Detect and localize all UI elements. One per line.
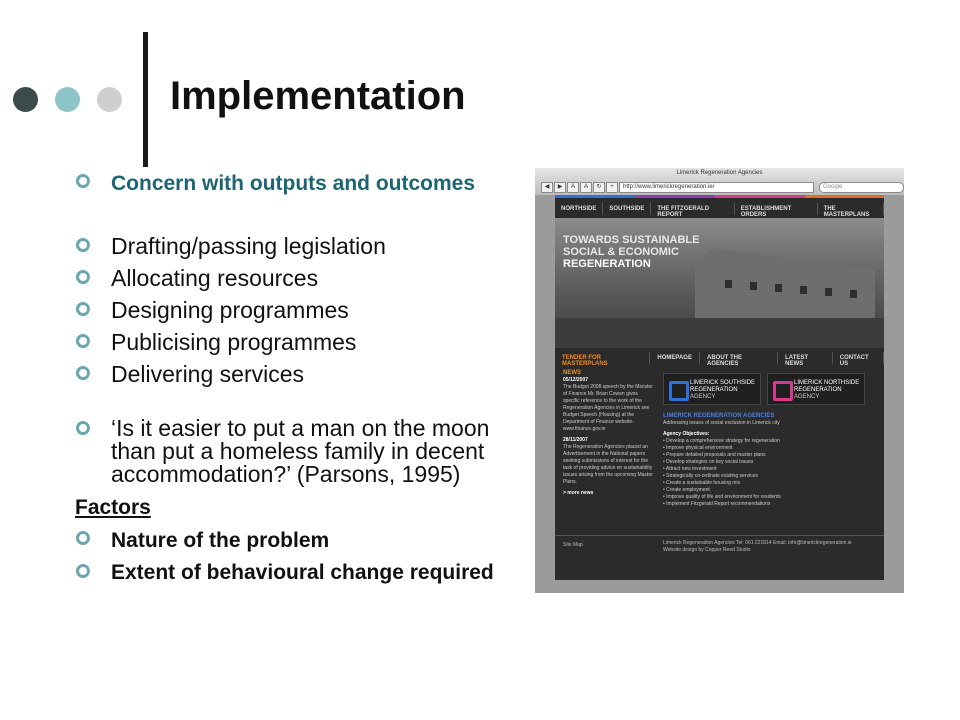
search-field: Google <box>819 182 904 193</box>
bullet-icon <box>75 333 91 349</box>
agency-heading: LIMERICK REGENERATION AGENCIES <box>663 413 775 419</box>
footer-contact <box>663 540 852 554</box>
house-window <box>825 288 832 296</box>
ground <box>555 318 884 348</box>
decor-dot-teal <box>55 87 80 112</box>
house-window <box>725 280 732 288</box>
objective-item: • Create a sustainable housing mix <box>663 480 741 486</box>
site-subnav-item: CONTACT US <box>833 352 884 364</box>
site-nav-item: NORTHSIDE <box>555 203 603 215</box>
bullet-text: ‘Is it easier to put a man on the moon than put a homeless family in decent accommodation?’ (Parsons, 1995) <box>111 415 490 487</box>
hero-line: TOWARDS SUSTAINABLE <box>563 234 700 246</box>
hero-heading <box>563 234 700 258</box>
decor-dot-grey <box>97 87 122 112</box>
objectives-heading: Agency Objectives: <box>663 431 710 437</box>
logo-line: AGENCY <box>794 394 820 400</box>
factor-text: Nature of the problem <box>111 529 330 552</box>
bullet-icon <box>75 237 91 253</box>
bullet-item <box>75 266 515 291</box>
bullet-text: Drafting/passing legislation <box>111 233 386 259</box>
title-rule <box>143 32 148 167</box>
logo-line: LIMERICK SOUTHSIDE <box>690 380 756 386</box>
bullet-text: Allocating resources <box>111 265 319 291</box>
news-column <box>563 370 653 497</box>
news-heading: NEWS <box>563 370 581 376</box>
hero-image <box>555 218 884 348</box>
slide-content <box>75 170 515 584</box>
logo-text <box>690 380 755 401</box>
site-subnav-item: TENDER FOR MASTERPLANS <box>555 352 650 364</box>
url-field: http://www.limerickregeneration.ie/ <box>619 182 814 193</box>
bullet-text: Delivering services <box>111 361 305 387</box>
bullet-icon <box>75 563 91 579</box>
reload-icon: ↻ <box>593 182 605 193</box>
hero-subheading: REGENERATION <box>563 258 651 270</box>
news-text: The Budget 2008 speech by the Minister of Finance Mr. Brian Cowen gives specific reference to the work of the Regeneration Agencies in Limerick see Budget Speech (Housing) at the Department of Finance website- www.finance.gov.ie <box>563 384 653 432</box>
northside-logo <box>767 373 865 405</box>
color-stripe-blue <box>555 195 635 198</box>
factor-item <box>75 560 515 584</box>
logo-line: LIMERICK NORTHSIDE <box>794 380 860 386</box>
font-smaller-icon: A <box>567 182 579 193</box>
site-subnav-item: ABOUT THE AGENCIES <box>700 352 778 364</box>
factor-item <box>75 527 515 553</box>
agency-logo-icon <box>669 381 689 401</box>
objective-item: • Develop a comprehensive strategy for regeneration <box>663 438 780 444</box>
news-date: 28/11/2007 <box>563 437 588 443</box>
bullet-text: Concern with outputs and outcomes <box>111 172 476 195</box>
site-nav-item: ESTABLISHMENT ORDERS <box>735 203 818 215</box>
bullet-icon <box>75 365 91 381</box>
bullet-icon <box>75 301 91 317</box>
logo-text <box>794 380 859 401</box>
objective-item: • Develop strategies on key social issues <box>663 459 754 465</box>
news-text: The Regeneration Agencies placed an Advertisement in the National papers seeking submissions of interest for the task of providing advice on sustainability issues arising from the upcoming Master Plans. <box>563 444 653 485</box>
more-news-link: > more news <box>563 490 594 496</box>
font-larger-icon: A <box>580 182 592 193</box>
factors-heading: Factors <box>75 496 151 519</box>
bullet-text: Publicising programmes <box>111 329 357 355</box>
decor-dot-dark <box>13 87 38 112</box>
forward-icon: ▶ <box>554 182 566 193</box>
bullet-item <box>75 417 515 486</box>
house-window <box>750 282 757 290</box>
color-stripe-purple <box>635 195 715 198</box>
site-map-link: Site Map <box>563 542 583 548</box>
objective-item: • Prepare detailed proposals and master plans <box>663 452 766 458</box>
footer-line: Limerick Regeneration Agencies Tel: 061 221814 Email: info@limerickregeneration.ie <box>663 540 852 546</box>
objective-item: • Implement Fitzgerald Report recommendations <box>663 501 771 507</box>
site-subnav-item: HOMEPAGE <box>650 352 700 364</box>
add-bookmark-icon: + <box>606 182 618 193</box>
back-icon: ◀ <box>541 182 553 193</box>
southside-logo <box>663 373 761 405</box>
site-nav-item: SOUTHSIDE <box>603 203 651 215</box>
logo-line: REGENERATION <box>690 387 738 393</box>
footer-line: Website design by Copper Reed Studio <box>663 547 751 553</box>
bullet-icon <box>75 420 91 436</box>
site-footer <box>555 535 884 556</box>
bullet-item <box>75 298 515 323</box>
slide-title: Implementation <box>170 74 466 118</box>
agency-info <box>663 413 873 508</box>
factor-text: Extent of behavioural change required <box>111 561 494 584</box>
color-stripe-orange <box>805 195 884 198</box>
hero-line: SOCIAL & ECONOMIC <box>563 246 679 258</box>
website-screenshot <box>535 168 904 593</box>
site-nav-item: THE MASTERPLANS <box>818 203 884 215</box>
bullet-icon <box>75 173 91 189</box>
objective-item: • Improve physical environment <box>663 445 733 451</box>
agency-subtitle: Addressing issues of social exclusion in Limerick city <box>663 420 780 426</box>
bullet-item <box>75 362 515 387</box>
house-window <box>800 286 807 294</box>
house-photo <box>695 248 875 320</box>
house-window <box>775 284 782 292</box>
color-stripe-pink <box>715 195 805 198</box>
bullet-icon <box>75 269 91 285</box>
objective-item: • Improve quality of life and environment for residents <box>663 494 781 500</box>
bullet-text: Designing programmes <box>111 297 349 323</box>
website-page <box>555 195 884 580</box>
house-window <box>850 290 857 298</box>
bullet-item <box>75 170 515 196</box>
agency-logo-icon <box>773 381 793 401</box>
browser-toolbar <box>535 168 904 195</box>
logo-line: REGENERATION <box>794 387 842 393</box>
site-top-nav <box>555 203 884 218</box>
news-date: 05/12/2007 <box>563 377 589 383</box>
objective-item: • Attract new investment <box>663 466 717 472</box>
bullet-item <box>75 330 515 355</box>
site-subnav-item: LATEST NEWS <box>778 352 833 364</box>
objective-item: • Create employment <box>663 487 710 493</box>
logo-line: AGENCY <box>690 394 716 400</box>
bullet-item <box>75 234 515 259</box>
site-nav-item: THE FITZGERALD REPORT <box>651 203 734 215</box>
browser-window-title: Limerick Regeneration Agencies <box>676 170 763 176</box>
bullet-icon <box>75 530 91 546</box>
objective-item: • Strategically co-ordinate existing services <box>663 473 758 479</box>
site-sub-nav <box>555 352 884 367</box>
